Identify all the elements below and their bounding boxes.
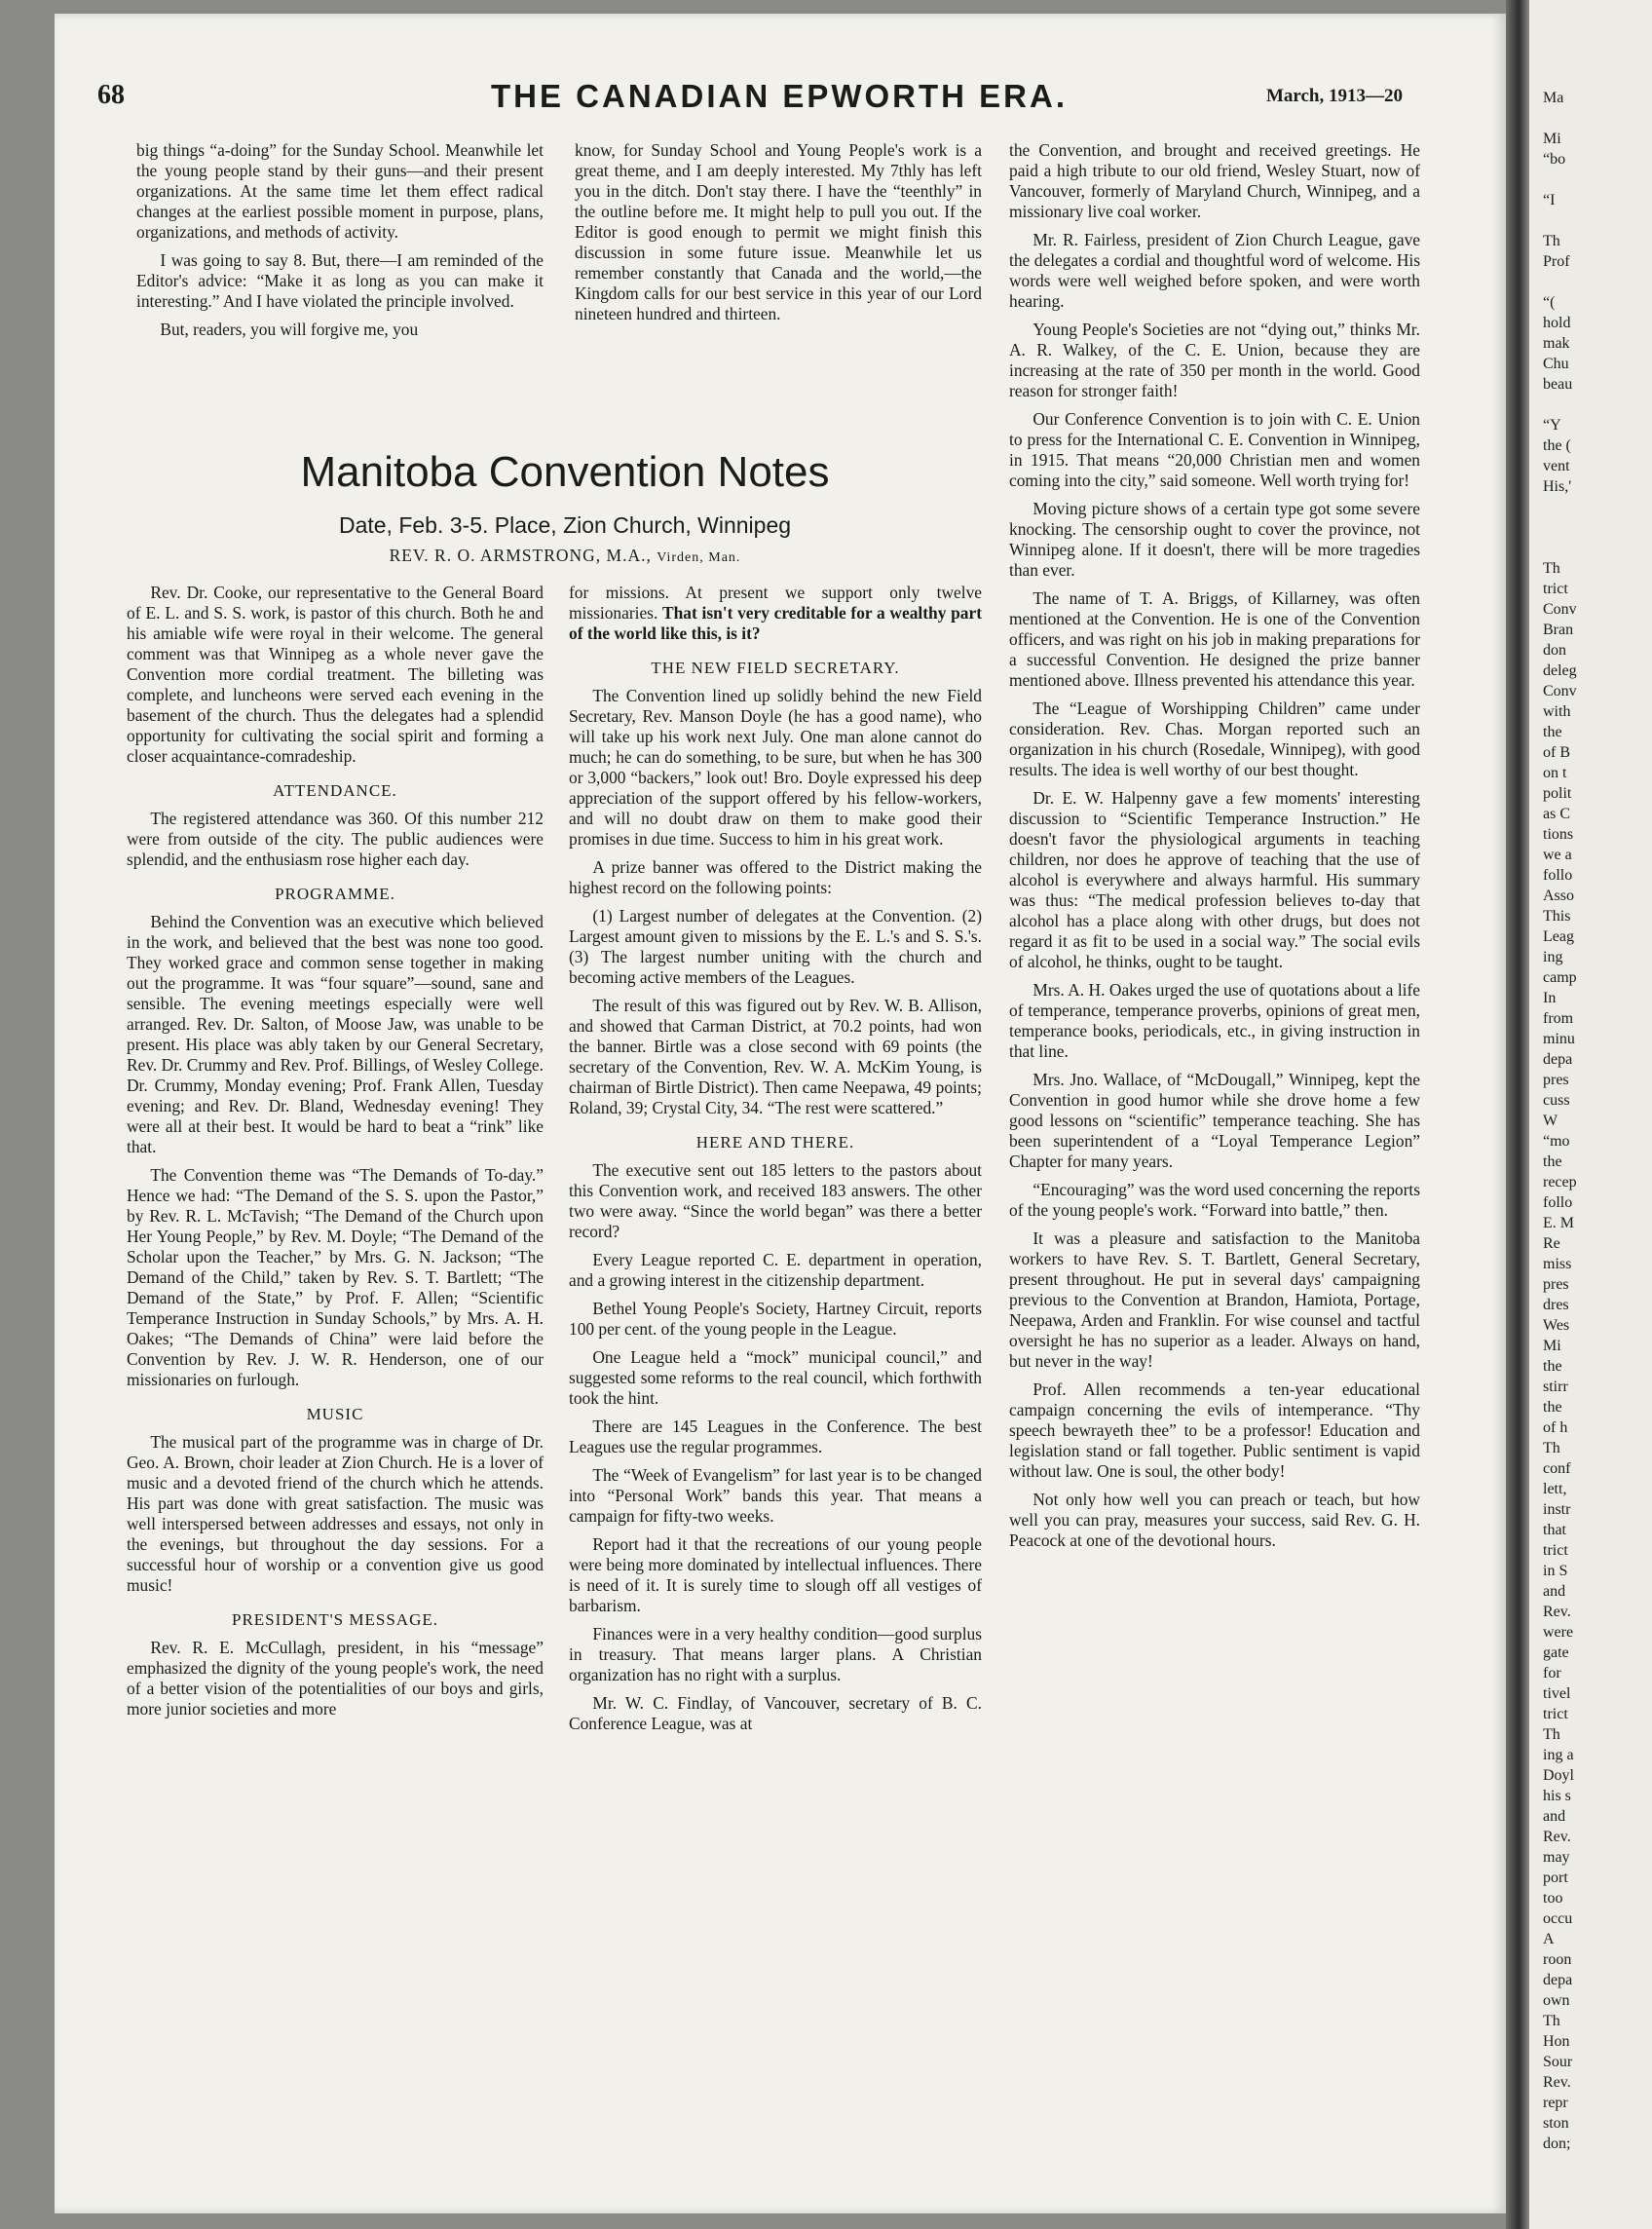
right-page-fragment: the [1543, 1358, 1562, 1375]
right-page-fragment: that [1543, 1522, 1566, 1538]
right-page-fragment [1543, 395, 1577, 415]
right-page-fragment: Hon [1543, 2033, 1570, 2050]
right-page-fragment: mak [1543, 335, 1570, 352]
right-page-fragment: A [1543, 1931, 1555, 1947]
paragraph: The Convention theme was “The Demands of To-day.” Hence we had: “The Demand of the S. S. upon the Pastor,” by Rev. R. L. McTavish; “The Demand of the Church upon Her Young People,” by Rev. M. Doyle; “The Demand of the Scholar upon the Teacher,” by Mrs. G. N. Jackson; “The Demand of the Child,” taken by Rev. S. T. Bartlett; “The Demand of the State,” by Prof. F. Allen; “Scientific Temperance Instruction in Sunday Schools,” by Mrs. A. H. Oakes; “The Demands of China” were laid before the Convention by Rev. J. W. R. Henderson, one of our missionaries on furlough. [127, 1165, 544, 1389]
right-page-fragment: pres [1543, 1276, 1569, 1293]
magazine-title: THE CANADIAN EPWORTH ERA. [491, 78, 1068, 114]
previous-article-column-1 [136, 140, 544, 348]
article-column-1 [127, 583, 544, 1727]
right-page-fragment: cuss [1543, 1092, 1570, 1109]
paragraph: Mrs. Jno. Wallace, of “McDougall,” Winnipeg, kept the Convention in good humor while she drove home a few good lessons on “scientific” temperance teaching. She has been superintendent of a “Loyal Temperance Legion” Chapter for many years. [1009, 1070, 1420, 1171]
author-place: Virden, Man. [657, 550, 741, 565]
article-byline [97, 546, 1032, 566]
page-header [97, 80, 1403, 119]
right-page-fragment: ing [1543, 949, 1563, 965]
paragraph: big things “a-doing” for the Sunday School. Meanwhile let the young people stand by their guns—and their present organizations. At the same time let them effect radical changes at the earliest possible moment in purpose, plans, organizations, and methods of activity. [136, 140, 544, 242]
right-page-fragment: too [1543, 1890, 1563, 1907]
right-page-fragment: In [1543, 990, 1557, 1006]
page-number: 68 [97, 80, 125, 110]
paragraph: Behind the Convention was an executive which believed in the work, and believed that the best was none too good. They worked grace and common sense together in making out the programme. It was “four square”—sound, sane and sensible. The evening meetings especially were well arranged. Rev. Dr. Salton, of Moose Jaw, was unable to be present. His place was ably taken by our General Secretary, Rev. Dr. Crummy and Rev. Prof. Billings, of Wesley College. Dr. Crummy, Monday evening; Prof. Frank Allen, Tuesday evening; and Rev. Dr. Bland, Wednesday evening! They were all at their best. It would be hard to beat a “rink” like that. [127, 912, 544, 1156]
right-page-fragment: Conv [1543, 601, 1577, 618]
paragraph: Every League reported C. E. department in operation, and a growing interest in the citizenship department. [569, 1250, 982, 1290]
right-page-fragment [1543, 170, 1577, 190]
section-heading: HERE AND THERE. [695, 1133, 855, 1152]
right-page-fragment: His,' [1543, 478, 1572, 495]
right-page-fragment: follo [1543, 867, 1573, 884]
right-page-fragment: of B [1543, 744, 1570, 761]
paragraph: Rev. R. E. McCullagh, president, in his “message” emphasized the dignity of the young people's work, the need of a better vision of the potentialities of our boys and girls, more junior societies and more [127, 1638, 544, 1719]
right-page-fragment: “bo [1543, 151, 1566, 168]
issue-date: March, 1913—20 [1265, 86, 1403, 106]
paragraph: The Convention lined up solidly behind the new Field Secretary, Rev. Manson Doyle (he has a good name), who will take up his work next July. One man alone cannot do much; he can do something, to be sure, but when he has 300 or 3,000 “backers,” look out! Bro. Doyle expressed his deep appreciation of the support offered by his fellow-workers, and will no doubt draw on them to make good their promises in due time. Success to him in his great work. [569, 686, 982, 849]
right-page-fragment: “Y [1543, 417, 1561, 434]
right-page-fragment: Re [1543, 1235, 1560, 1252]
right-page-fragment: as C [1543, 806, 1570, 822]
right-page-fragment: on t [1543, 765, 1567, 781]
paragraph: The executive sent out 185 letters to the pastors about this Convention work, and received 183 answers. The other two were away. “Since the world began” was there a better record? [569, 1160, 982, 1241]
paragraph: Moving picture shows of a certain type got some severe knocking. The censorship ought to cover the province, not Winnipeg alone. If it doesn't, there will be more tragedies than ever. [1009, 499, 1420, 580]
section-heading: THE NEW FIELD SECRETARY. [651, 659, 900, 677]
author-name: REV. R. O. ARMSTRONG, M.A., [389, 546, 652, 565]
article-column-2 [569, 583, 982, 1742]
right-page-fragment: Bran [1543, 622, 1574, 638]
right-page-fragment: W [1543, 1113, 1558, 1129]
right-page-fragment: beau [1543, 376, 1573, 393]
right-page-fragment: depa [1543, 1972, 1573, 1988]
paragraph: I was going to say 8. But, there—I am reminded of the Editor's advice: “Make it as long as you can make it interesting.” And I have violated the principle involved. [136, 250, 544, 311]
section-heading: ATTENDANCE. [273, 781, 397, 800]
right-page-fragment: and [1543, 1808, 1566, 1825]
right-page-fragment: the [1543, 1399, 1562, 1416]
right-page-fragment: from [1543, 1010, 1574, 1027]
right-page-fragment: pres [1543, 1072, 1569, 1088]
article-column-3 [1009, 140, 1420, 1559]
paragraph: the Convention, and brought and received greetings. He paid a high tribute to our old friend, Wesley Stuart, now of Vancouver, formerly of Maryland Church, Winnipeg, and a missionary live coal worker. [1009, 140, 1420, 221]
right-page-fragment [1543, 517, 1577, 538]
right-page-fragment: miss [1543, 1256, 1572, 1272]
paragraph: The registered attendance was 360. Of this number 212 were from outside of the city. The public audiences were splendid, and the enthusiasm rose higher each day. [127, 809, 544, 869]
right-page-fragment: follo [1543, 1194, 1573, 1211]
right-page-fragment: recep [1543, 1174, 1577, 1190]
right-page-fragment: of h [1543, 1419, 1568, 1436]
right-page-fragment: own [1543, 1992, 1570, 2009]
right-page-fragment: in S [1543, 1563, 1568, 1579]
right-page-fragment: tivel [1543, 1685, 1571, 1702]
paragraph: One League held a “mock” municipal council,” and suggested some reforms to the real council, which forthwith took the hint. [569, 1347, 982, 1408]
paragraph: It was a pleasure and satisfaction to the Manitoba workers to have Rev. S. T. Bartlett, General Secretary, present throughout. He put in several days' campaigning previous to the Convention at Brandon, Hamiota, Portage, Neepawa, Arden and Franklin. For wise counsel and tactful oversight he has no superior as a leader. Always on hand, but never in the way! [1009, 1228, 1420, 1371]
right-page-fragment: “( [1543, 294, 1556, 311]
paragraph: The musical part of the programme was in charge of Dr. Geo. A. Brown, choir leader at Zion Church. He is a lover of music and a devoted friend of the church which he attends. His part was done with great satisfaction. The music was well interspersed between addresses and essays, not only in the evenings, but throughout the day sessions. For a successful hour of worship or a convention give us good music! [127, 1432, 544, 1595]
right-page-fragment: “I [1543, 192, 1556, 208]
right-page-fragment: his s [1543, 1788, 1571, 1804]
section-heading: PRESIDENT'S MESSAGE. [232, 1610, 438, 1629]
right-page-fragment: occu [1543, 1910, 1573, 1927]
right-page-fragment [1543, 538, 1577, 558]
right-page-fragment: depa [1543, 1051, 1573, 1068]
right-page-fragment: Th [1543, 1440, 1560, 1456]
paragraph: The “League of Worshipping Children” came under consideration. Rev. Chas. Morgan reported such an organization in his church (Rosedale, Winnipeg), with good results. The idea is well worthy of our best thought. [1009, 699, 1420, 779]
paragraph: Mr. R. Fairless, president of Zion Church League, gave the delegates a cordial and thoughtful word of welcome. His words were well weighed before spoken, and were worth hearing. [1009, 230, 1420, 311]
right-page-fragment: Wes [1543, 1317, 1570, 1334]
paragraph: Dr. E. W. Halpenny gave a few moments' interesting discussion to “Scientific Temperance Instruction.” He doesn't favor the physiological arguments in teaching children, nor does he approve of teaching that the use of alcohol is everywhere and always harmful. His summary was thus: “The medical profession believes to-day that alcohol has a place along with other drugs, but does not regard it as fit to be used in a social way.” The social evils of alcohol, he thinks, ought to be taught. [1009, 788, 1420, 971]
section-heading: PROGRAMME. [275, 885, 395, 903]
right-page-fragment: minu [1543, 1031, 1575, 1047]
paragraph: The result of this was figured out by Rev. W. B. Allison, and showed that Carman District, at 70.2 points, had won the banner. Birtle was a close second with 69 points (the secretary of the Convention, Rev. W. A. McKim Young, is chairman of Birtle District). Then came Neepawa, 49 points; Roland, 39; Crystal City, 34. “The rest were scattered.” [569, 996, 982, 1117]
right-page-fragment: the [1543, 1153, 1562, 1170]
right-page-fragment: don; [1543, 2135, 1571, 2152]
right-page-fragment: and [1543, 1583, 1566, 1600]
right-page-fragment: tions [1543, 826, 1574, 843]
right-page-fragment: conf [1543, 1460, 1571, 1477]
previous-article-column-2 [575, 140, 982, 332]
right-page-fragment: may [1543, 1849, 1570, 1866]
right-page-fragment: “mo [1543, 1133, 1570, 1150]
right-page-fragment: with [1543, 703, 1571, 720]
right-page-fragment: Prof [1543, 253, 1570, 270]
right-page-fragment: gate [1543, 1644, 1569, 1661]
right-page-fragment: Leag [1543, 928, 1574, 945]
right-page-edge [1529, 0, 1652, 2229]
right-page-fragment: Th [1543, 1726, 1560, 1743]
right-page-fragment: trict [1543, 1706, 1568, 1722]
right-page-fragment: Th [1543, 233, 1560, 249]
paragraph: Bethel Young People's Society, Hartney Circuit, reports 100 per cent. of the young people in the League. [569, 1299, 982, 1339]
right-page-fragment: Rev. [1543, 1604, 1571, 1620]
paragraph [569, 583, 982, 644]
paragraph: Young People's Societies are not “dying out,” thinks Mr. A. R. Walkey, of the C. E. Union, because they are increasing at the rate of 350 per month in the world. Good reason for stronger faith! [1009, 320, 1420, 400]
paragraph: Rev. Dr. Cooke, our representative to the General Board of E. L. and S. S. work, is pastor of this church. Both he and his amiable wife were royal in their welcome. The general comment was that Winnipeg as a whole never gave the Convention more cordial treatment. The billeting was complete, and luncheons were served each evening in the basement of the church. Thus the delegates had a splendid opportunity for cultivating the social spirit and forming a closer acquaintance-comradeship. [127, 583, 544, 766]
right-page-fragment: ing a [1543, 1747, 1574, 1763]
right-page-fragment: deleg [1543, 662, 1577, 679]
right-page-fragment: instr [1543, 1501, 1571, 1518]
paragraph: Report had it that the recreations of our young people were being more dominated by intellectual influences. There is need of it. It is surely time to slough off all vestiges of barbarism. [569, 1534, 982, 1615]
paragraph: A prize banner was offered to the District making the highest record on the following points: [569, 857, 982, 897]
right-page-fragment: dres [1543, 1297, 1569, 1313]
right-page-fragment: This [1543, 908, 1571, 925]
right-page-fragment: Asso [1543, 888, 1575, 904]
right-page-fragment: trict [1543, 1542, 1568, 1559]
paragraph: Not only how well you can preach or teach, but how well you can pray, measures your success, said Rev. G. H. Peacock at one of the devotional hours. [1009, 1490, 1420, 1550]
paragraph: The “Week of Evangelism” for last year is to be changed into “Personal Work” bands this year. That means a campaign for fifty-two weeks. [569, 1465, 982, 1526]
paragraph: There are 145 Leagues in the Conference. The best Leagues use the regular programmes. [569, 1417, 982, 1456]
right-page-fragment: stirr [1543, 1379, 1568, 1395]
right-page-fragment: polit [1543, 785, 1572, 802]
right-page-fragment [1543, 272, 1577, 292]
right-page-fragment: ston [1543, 2115, 1569, 2132]
paragraph: Mr. W. C. Findlay, of Vancouver, secretary of B. C. Conference League, was at [569, 1693, 982, 1733]
right-page-fragment: hold [1543, 315, 1571, 331]
right-page-fragment: don [1543, 642, 1566, 659]
article-headline: Manitoba Convention Notes [300, 448, 830, 496]
right-page-fragment: the ( [1543, 437, 1571, 454]
right-page-fragment: Ma [1543, 90, 1564, 106]
right-page-fragment: trict [1543, 581, 1568, 597]
article-dateline: Date, Feb. 3-5. Place, Zion Church, Winnipeg [338, 512, 792, 538]
right-page-fragment: repr [1543, 2095, 1568, 2111]
paragraph: But, readers, you will forgive me, you [160, 320, 419, 339]
right-page-fragment: the [1543, 724, 1562, 740]
paragraph: Finances were in a very healthy condition—good surplus in treasury. That means larger plans. A Christian organization has no right with a surplus. [569, 1624, 982, 1684]
right-page-fragment: roon [1543, 1951, 1572, 1968]
paragraph: “Encouraging” was the word used concerning the reports of the young people's work. “Forward into battle,” then. [1009, 1180, 1420, 1220]
right-page-fragment: for [1543, 1665, 1561, 1681]
text-run-bold: That isn't very creditable for a wealthy part of the world like this, is it? [569, 603, 982, 643]
right-page-fragment [1543, 108, 1577, 129]
right-page-fragment [1543, 210, 1577, 231]
right-page-fragment: we a [1543, 847, 1572, 863]
paragraph: The name of T. A. Briggs, of Killarney, was often mentioned at the Convention. He is one of the Convention officers, and was right on his job in making preparations for a successful Convention. He designed the prize banner mentioned above. Illness prevented his attendance this year. [1009, 588, 1420, 690]
text-run: for missions. At present we support only twelve missionaries. [569, 583, 982, 623]
right-page-text-fragments [1543, 88, 1577, 2154]
paragraph: (1) Largest number of delegates at the Convention. (2) Largest amount given to missions by the E. L.'s and S. S.'s. (3) The largest number uniting with the church and becoming active members of the Leagues. [569, 906, 982, 987]
right-page-fragment: Sour [1543, 2054, 1573, 2070]
right-page-fragment: Mi [1543, 131, 1561, 147]
paragraph: Our Conference Convention is to join with C. E. Union to press for the International C. E. Convention in Winnipeg, in 1915. That means “20,000 Christian men and women coming into the city,” said someone. Well worth trying for! [1009, 409, 1420, 490]
paragraph: know, for Sunday School and Young People's work is a great theme, and I am deeply interested. My 7thly has left you in the ditch. Don't stay there. I have the “teenthly” in the outline before me. It might help to pull you out. If the Editor is good enough to permit we might finish this discussion in some future issue. Meanwhile let us remember constantly that Canada and the world,—the Kingdom calls for our best service in this year of our Lord nineteen hundred and thirteen. [575, 140, 982, 323]
right-page-fragment: lett, [1543, 1481, 1567, 1497]
right-page-fragment: E. M [1543, 1215, 1574, 1231]
book-gutter [1506, 0, 1529, 2229]
right-page-fragment: Chu [1543, 356, 1569, 372]
right-page-fragment: were [1543, 1624, 1574, 1641]
right-page-fragment: camp [1543, 969, 1577, 986]
right-page-fragment: Th [1543, 560, 1560, 577]
section-heading: MUSIC [306, 1405, 364, 1423]
right-page-fragment: vent [1543, 458, 1570, 474]
right-page-fragment: Rev. [1543, 1829, 1571, 1845]
right-page-fragment: Th [1543, 2013, 1560, 2029]
right-page-fragment: Rev. [1543, 2074, 1571, 2091]
paragraph: Mrs. A. H. Oakes urged the use of quotations about a life of temperance, temperance proverbs, opinions of great men, temperance books, periodicals, etc., in giving instruction in that line. [1009, 980, 1420, 1061]
right-page-fragment: Mi [1543, 1338, 1561, 1354]
right-page-fragment [1543, 497, 1577, 517]
paragraph: Prof. Allen recommends a ten-year educational campaign concerning the evils of intemperance. “Thy speech bewrayeth thee” to be a professor! Education and legislation stand or fall together. Public sentiment is vapid without law. One is soul, the other body! [1009, 1379, 1420, 1481]
right-page-fragment: port [1543, 1870, 1568, 1886]
right-page-fragment: Conv [1543, 683, 1577, 699]
right-page-fragment: Doyl [1543, 1767, 1574, 1784]
